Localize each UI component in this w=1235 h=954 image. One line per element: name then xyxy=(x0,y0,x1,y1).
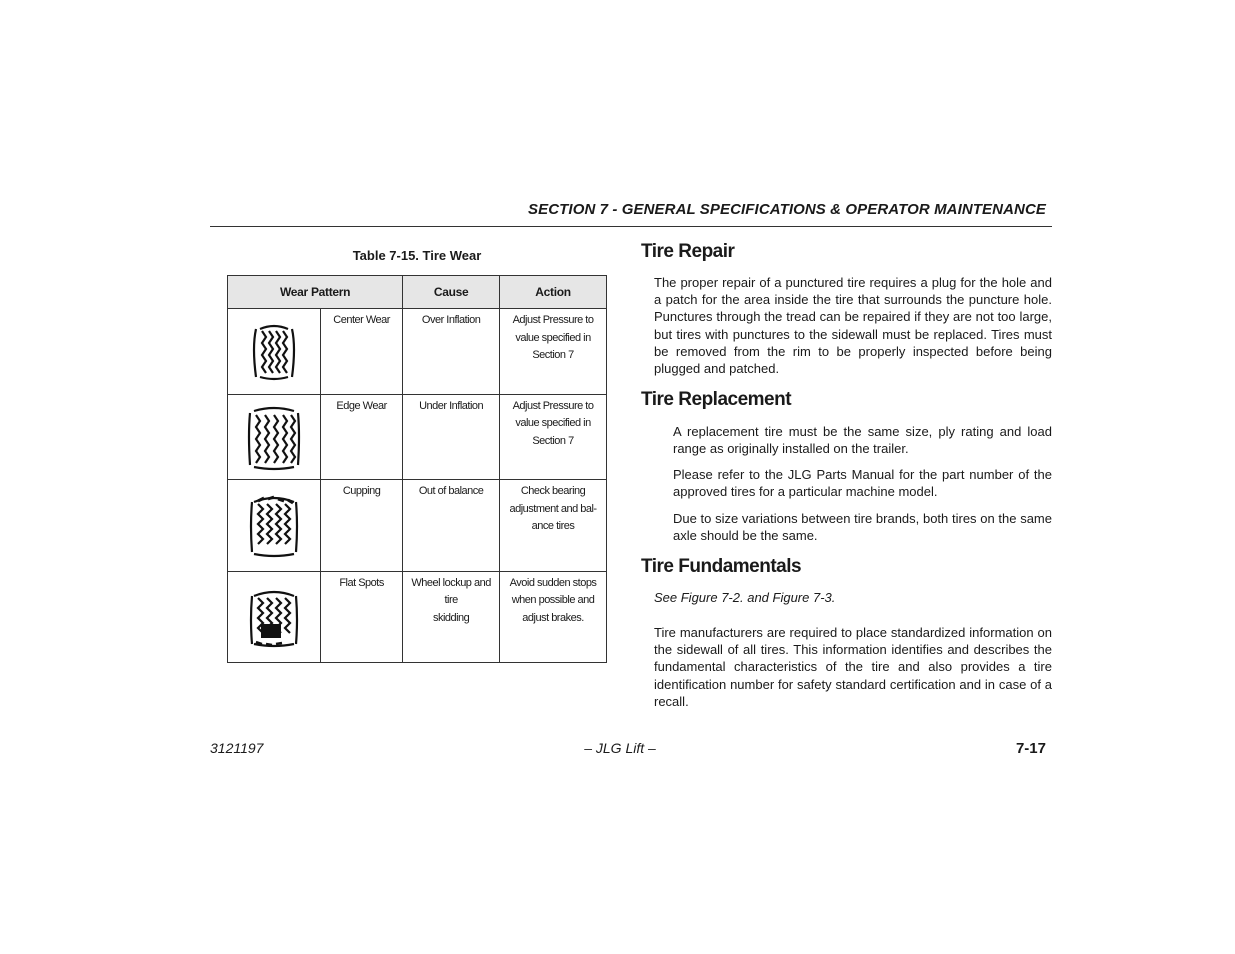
cause-line: skidding xyxy=(432,611,470,624)
table-row xyxy=(228,309,607,395)
section-header: SECTION 7 - GENERAL SPECIFICATIONS & OPERATOR MAINTENANCE xyxy=(528,201,1046,218)
table-row xyxy=(228,571,607,663)
col-header-wear-pattern: Wear Pattern xyxy=(228,276,403,309)
figure-reference: See Figure 7-2. and Figure 7-3. xyxy=(654,590,836,605)
wear-action xyxy=(500,309,607,395)
tire-wear-table xyxy=(227,275,607,663)
cupping-tire-icon xyxy=(228,480,321,572)
action-line: when possible and xyxy=(511,594,595,606)
wear-pattern-name: Cupping xyxy=(321,480,403,572)
table-row xyxy=(228,394,607,480)
table-caption: Table 7-15. Tire Wear xyxy=(352,248,482,263)
table-row xyxy=(228,480,607,572)
tire-replacement-para-1: A replacement tire must be the same size, ply rating and load range as originally installed on the trailer. xyxy=(673,424,1052,457)
action-line: value specified in xyxy=(515,417,591,429)
header-divider xyxy=(210,226,1052,227)
edge-wear-tire-icon xyxy=(228,394,321,480)
center-wear-tire-icon xyxy=(228,309,321,395)
table-header-row xyxy=(228,276,607,309)
wear-cause: Over Inflation xyxy=(403,309,500,395)
action-line: Adjust Pressure to xyxy=(512,399,594,412)
flat-spots-tire-icon xyxy=(228,571,321,663)
col-header-action: Action xyxy=(500,276,607,309)
page-number: 7-17 xyxy=(1015,740,1046,757)
wear-action xyxy=(500,480,607,572)
cause-line: tire xyxy=(444,594,458,606)
wear-cause: Out of balance xyxy=(403,480,500,572)
tire-replacement-para-2: Please refer to the JLG Parts Manual for the part number of the approved tires for a particular machine model. xyxy=(673,467,1052,500)
wear-action xyxy=(500,571,607,663)
footer-brand: – JLG Lift – xyxy=(584,740,656,756)
col-header-cause: Cause xyxy=(403,276,500,309)
action-line: Section 7 xyxy=(532,434,574,447)
wear-cause xyxy=(403,571,500,663)
action-line: ance tires xyxy=(531,520,575,532)
action-line: value specified in xyxy=(515,331,591,344)
tire-fundamentals-heading: Tire Fundamentals xyxy=(641,556,802,577)
action-line: Adjust Pressure to xyxy=(512,314,594,326)
tire-repair-heading: Tire Repair xyxy=(641,241,735,262)
action-line: Avoid sudden stops xyxy=(509,576,597,589)
tire-replacement-para-3: Due to size variations between tire brands, both tires on the same axle should be the same. xyxy=(673,511,1052,544)
wear-cause: Under Inflation xyxy=(403,394,500,480)
wear-pattern-name: Edge Wear xyxy=(321,394,403,480)
wear-pattern-name: Flat Spots xyxy=(321,571,403,663)
tire-repair-body: The proper repair of a punctured tire requires a plug for the hole and a patch for the area inside the tire that surrounds the puncture hole. Punctures through the tread can be repaired if they are not too large, but tires with punctures to the sidewall must be replaced. Tires must be removed from the rim to be properly inspected before being plugged and patched. xyxy=(654,275,1052,377)
cause-line: Wheel lockup and xyxy=(411,576,491,589)
action-line: adjust brakes. xyxy=(522,611,584,624)
action-line: adjustment and bal- xyxy=(509,502,597,515)
tire-replacement-heading: Tire Replacement xyxy=(641,389,792,410)
wear-action xyxy=(500,394,607,480)
wear-pattern-name: Center Wear xyxy=(321,309,403,395)
tire-fundamentals-body: Tire manufacturers are required to place standardized information on the sidewall of all tires. This information identifies and describes the fundamental characteristics of the tire and also provides a tire identification number for safety standard certification and in case of a recall. xyxy=(654,625,1052,709)
action-line: Check bearing xyxy=(520,485,586,497)
doc-number: 3121197 xyxy=(210,740,264,756)
action-line: Section 7 xyxy=(532,349,574,361)
